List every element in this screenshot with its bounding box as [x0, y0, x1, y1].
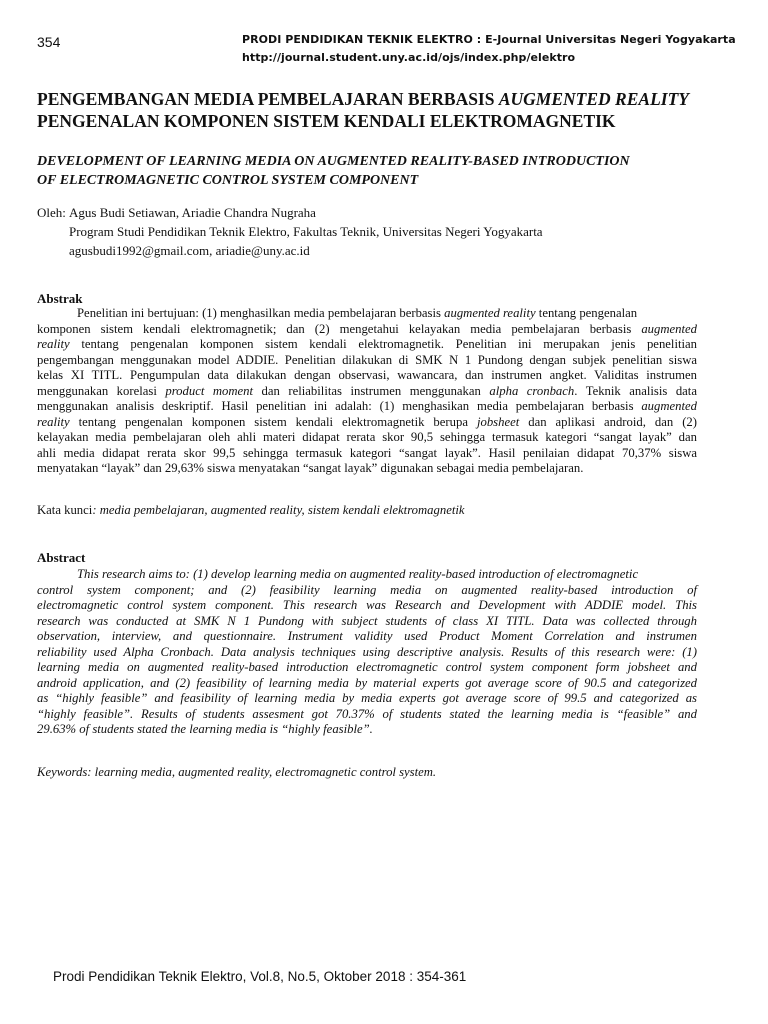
- abstrak-line: ahli media didapat rerata skor 99,5 sehingga termasuk kategori “sangat layak”. Hasil penilaian didapat 70,37% siswa: [37, 445, 697, 460]
- title-english: [37, 152, 737, 190]
- kata-kunci: [37, 503, 465, 518]
- abstract-line: 29.63% of students stated the learning media is “highly feasible”.: [37, 722, 373, 736]
- abstrak-line: reality tentang pengenalan komponen sistem kendali elektromagnetik. Penelitian ini merupakan jenis penelitian: [37, 337, 697, 351]
- title-id-line-2: PENGENALAN KOMPONEN SISTEM KENDALI ELEKTROMAGNETIK: [37, 111, 616, 131]
- abstrak-line: menggunakan korelasi product moment dan reliabilitas instrumen menggunakan alpha cronbach. Teknik analisis data: [37, 383, 697, 398]
- abstrak-line: reality tentang pengenalan komponen sistem kendali elektromagnetik berupa jobsheet dan aplikasi android, dan (2): [37, 414, 698, 429]
- abstract-line: as “highly feasible” and feasibility of learning media by media experts got average score of 99.5 and categorized as: [37, 691, 697, 705]
- author-emails[interactable]: agusbudi1992@gmail.com, ariadie@uny.ac.id: [69, 243, 310, 258]
- keywords: Keywords: learning media, augmented reality, electromagnetic control system.: [37, 765, 437, 779]
- abstrak-heading: Abstrak: [37, 291, 83, 306]
- title-en-line-1: DEVELOPMENT OF LEARNING MEDIA ON AUGMENTED REALITY-BASED INTRODUCTION: [37, 154, 630, 169]
- abstrak-line: menyatakan “layak” dan 29,63% siswa menyatakan “sangat layak” digunakan sebagai media pembelajaran.: [37, 461, 584, 475]
- abstract-line: android application, and (2) feasibility of learning media by material experts got average score of 90.5 and categorized: [37, 675, 697, 690]
- kata-kunci-text: : media pembelajaran, augmented reality, sistem kendali elektromagnetik: [92, 503, 465, 517]
- title-en-line-2: OF ELECTROMAGNETIC CONTROL SYSTEM COMPONENT: [37, 173, 419, 188]
- abstrak-line: komponen sistem kendali elektromagnetik; dan (2) mengetahui kelayakan media pembelajaran berbasis augmented: [37, 321, 697, 336]
- journal-name: PRODI PENDIDIKAN TEKNIK ELEKTRO : E-Journal Universitas Negeri Yogyakarta: [242, 33, 736, 46]
- kata-kunci-label: Kata kunci: [37, 503, 93, 517]
- title-id-line-1: [37, 88, 737, 110]
- abstrak-line: kelas XI TITL. Pengumpulan data dilakukan dengan observasi, wawancara, dan instrumen angket. Validitas instrumen: [37, 368, 697, 382]
- running-header: [242, 31, 736, 67]
- title-id-plain: PENGEMBANGAN MEDIA PEMBELAJARAN BERBASIS: [37, 89, 499, 109]
- author-names: Agus Budi Setiawan, Ariadie Chandra Nugraha: [69, 205, 316, 220]
- abstract-line: “highly feasible”. Results of students assesment got 70.37% of students stated the learning media is “feasible” and: [37, 706, 697, 721]
- authors-label: Oleh:: [37, 205, 66, 220]
- abstract-line: reliability used Alpha Cronbach. Data analysis techniques using descriptive analysis. Results of this research were: (1): [37, 644, 697, 659]
- abstrak-line: pengembangan menggunakan model ADDIE. Penelitian dilakukan di SMK N 1 Pundong dengan subjek penelitian siswa: [37, 352, 697, 367]
- author-block: [37, 203, 543, 260]
- author-affiliation: Program Studi Pendidikan Teknik Elektro, Fakultas Teknik, Universitas Negeri Yogyakarta: [69, 224, 543, 239]
- abstract-line: observation, interview, and questionnaire. Instrument validity used Product Moment Correlation and instrumen: [37, 629, 697, 643]
- abstrak-line: menggunakan analisis deskriptif. Hasil penelitian ini adalah: (1) menghasikan media pembelajaran berbasis augmented: [37, 399, 697, 413]
- abstract-line: research was conducted at SMK N 1 Pundong with subject students of class XI TITL. Data was collected through: [37, 613, 697, 628]
- abstrak-line: Penelitian ini bertujuan: (1) menghasilkan media pembelajaran berbasis augmented reality tentang pengenalan: [77, 306, 638, 320]
- abstract-line: electromagnetic control system component. This research was Research and Development with ADDIE model. This: [37, 598, 697, 612]
- abstrak-body: [37, 306, 697, 477]
- abstract-line: learning media on augmented reality-based introduction electromagnetic control system component form jobsheet and: [37, 660, 697, 674]
- page-footer: Prodi Pendidikan Teknik Elektro, Vol.8, No.5, Oktober 2018 : 354-361: [53, 969, 467, 984]
- abstract-heading: Abstract: [37, 550, 86, 565]
- journal-url: http://journal.student.uny.ac.id/ojs/index.php/elektro: [242, 51, 576, 64]
- abstract-line: control system component; and (2) feasibility learning media on augmented reality-based introduction of: [37, 582, 697, 597]
- title-indonesian: [37, 88, 737, 132]
- title-id-italic: AUGMENTED REALITY: [498, 89, 689, 109]
- abstract-body: [37, 567, 697, 738]
- abstrak-line: kelayakan media pembelajaran oleh ahli materi didapat rerata skor 90,5 sehingga termasuk kategori “sangat layak” dan: [37, 430, 697, 444]
- page-number: 354: [37, 34, 61, 50]
- abstract-line: This research aims to: (1) develop learning media on augmented reality-based introduction of electromagnetic: [77, 567, 639, 581]
